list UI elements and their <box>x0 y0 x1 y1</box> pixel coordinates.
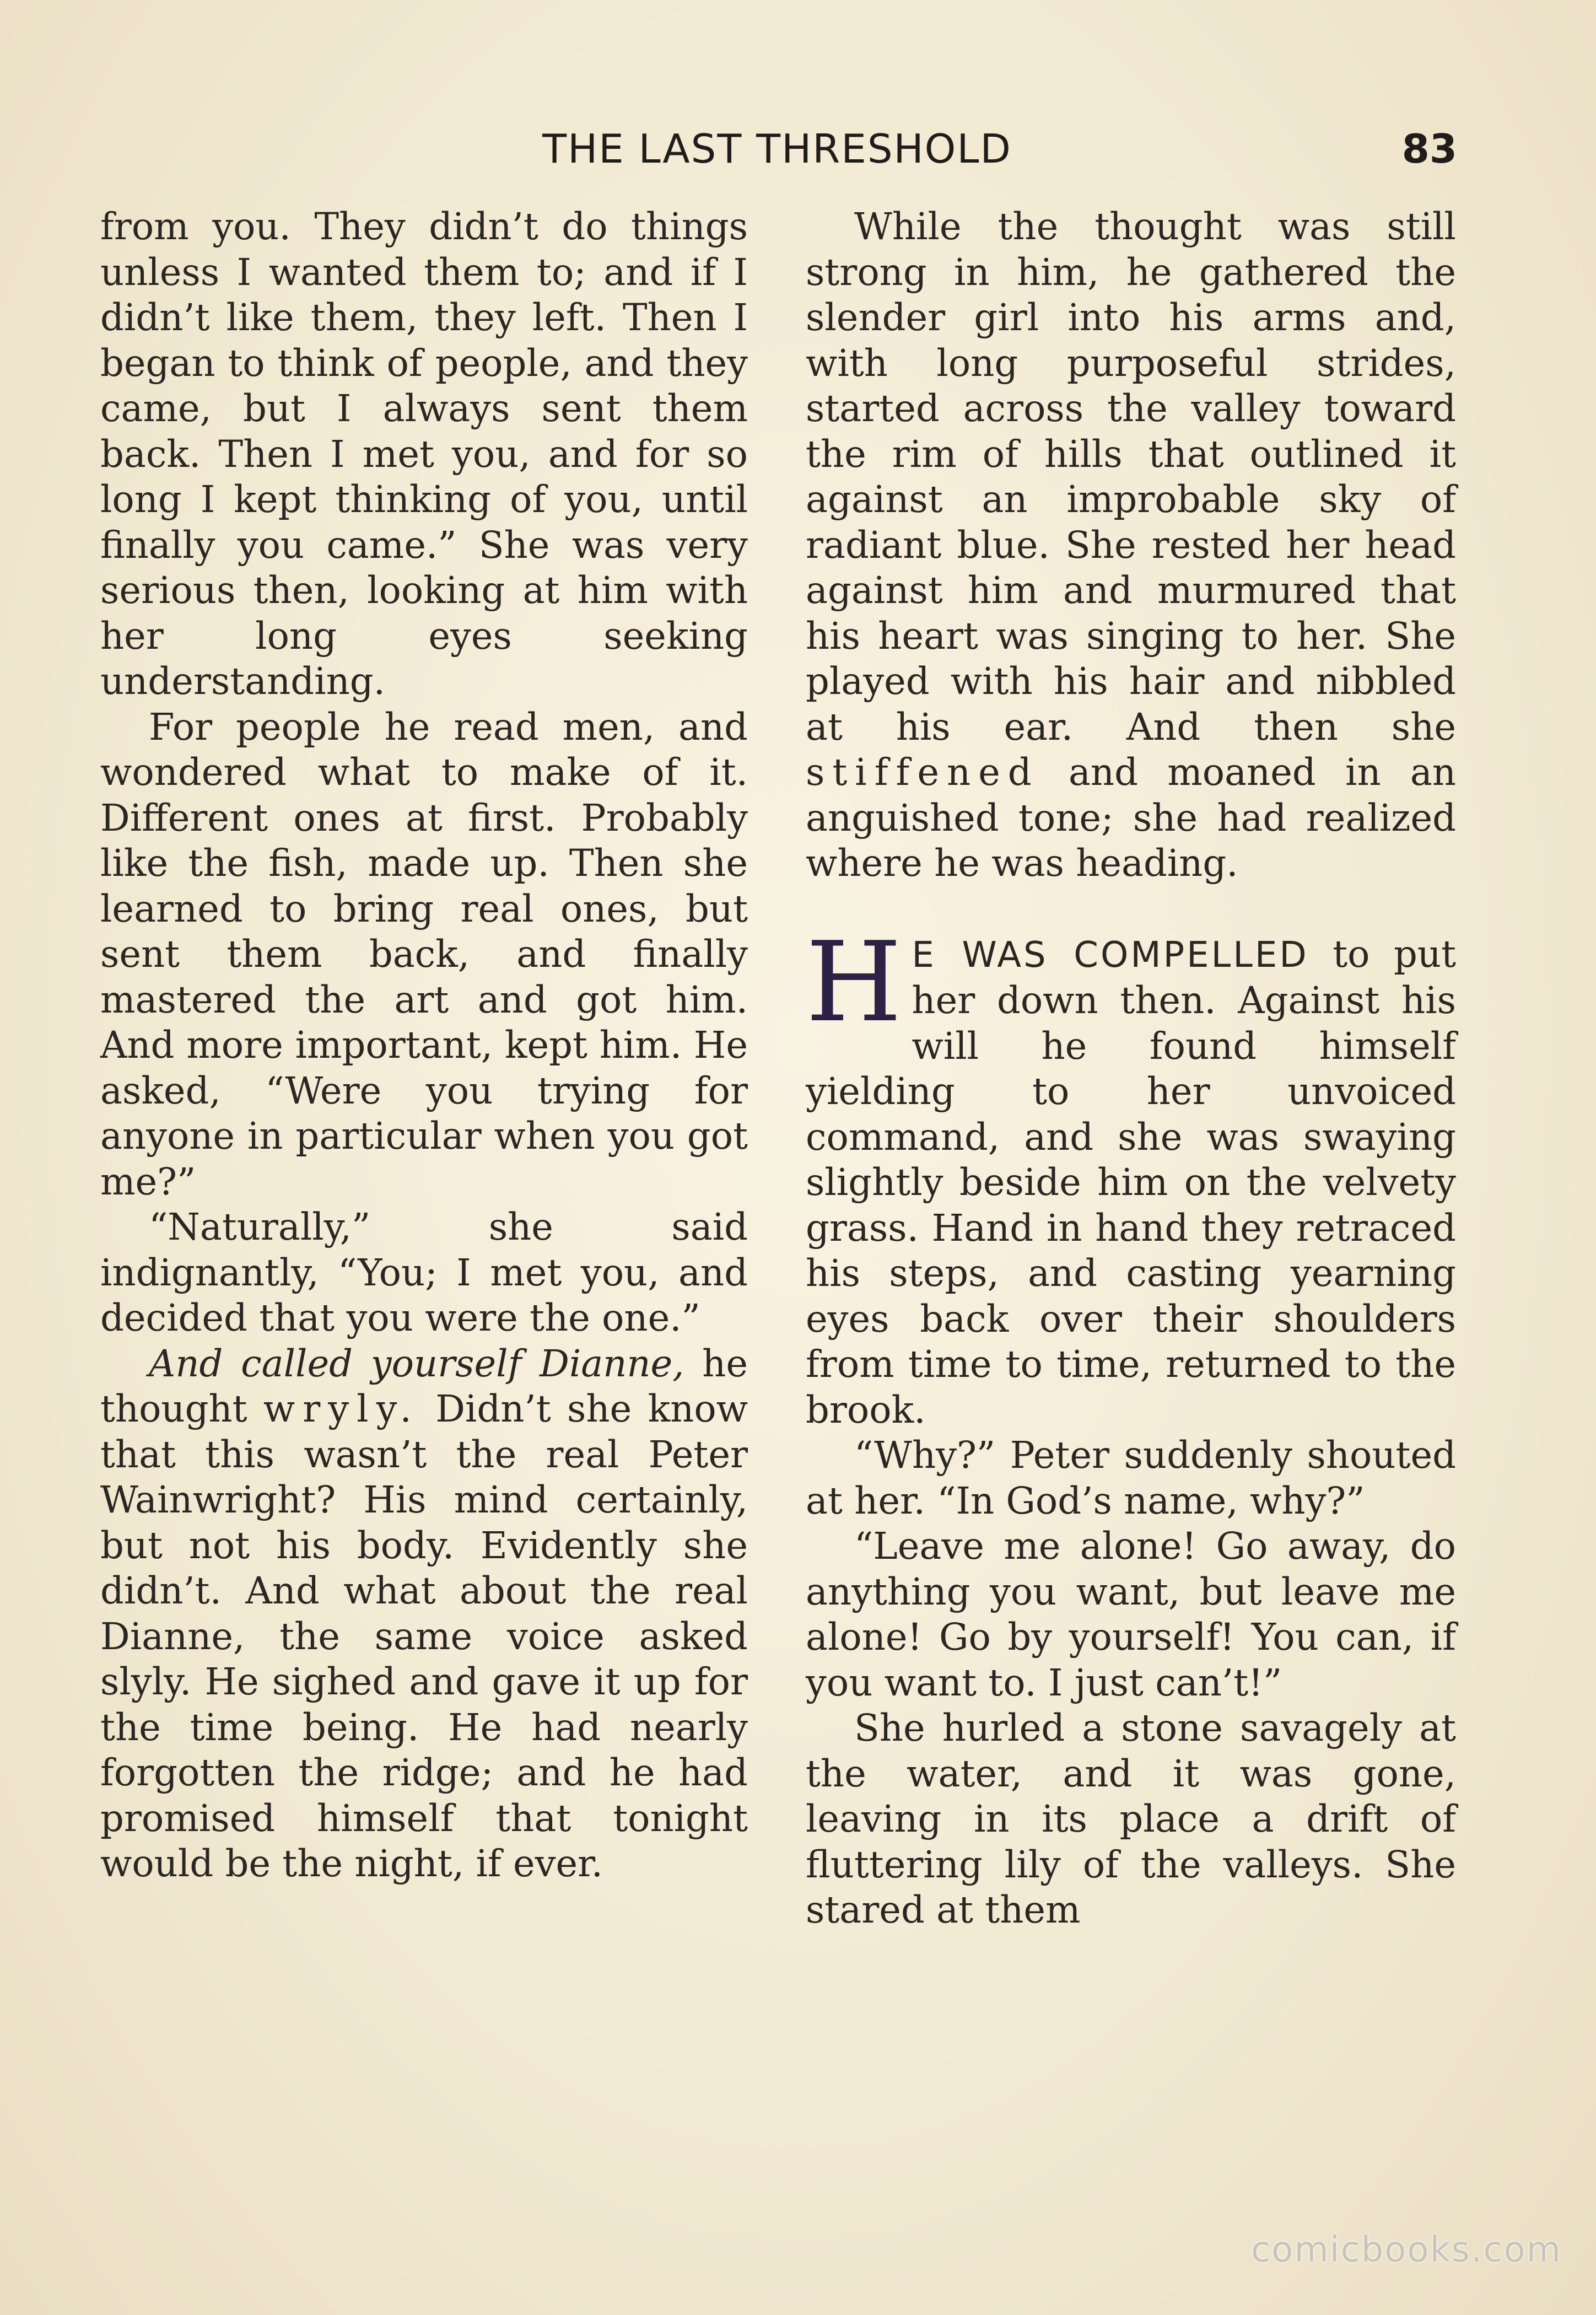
italic-thought: And called yourself Dianne, <box>149 1342 684 1385</box>
left-paragraph-4 <box>100 1341 748 1887</box>
text-run: to put her down then. Against his will he found himself yielding to her unvoiced command, and she was swaying slightly beside him on the velvety grass. Hand in hand they retraced his steps, and casting yearning eyes back over their shoulders from time to time, returned to the brook. <box>806 932 1456 1431</box>
spaced-word: stiffened <box>806 751 1039 794</box>
right-paragraph-5: She hurled a stone savagely at the water, and it was gone, leaving in its place a drift of fluttering lily of the valleys. She stared at them <box>806 1706 1456 1931</box>
right-paragraph-1 <box>806 204 1456 886</box>
text-run: and moaned in an anguished tone; she had realized where he was heading. <box>806 751 1456 885</box>
watermark: comicbooks.com <box>1250 2230 1562 2270</box>
spaced-word: wryly. <box>263 1387 419 1430</box>
text-run: Didn’t she know that this wasn’t the real Peter Wainwright? His mind certainly, but not his body. Evidently she didn’t. And what about the real Dianne, the same voice asked slyly. He sighed and gave it up for the time being. He had nearly forgotten the ridge; and he had promised himself that tonight would be the night, if ever. <box>100 1387 748 1885</box>
text-run: he thought <box>100 1342 748 1430</box>
left-column <box>100 204 748 1887</box>
left-paragraph-2: For people he read men, and wondered what to make of it. Different ones at first. Probably like the fish, made up. Then she learned to bring real ones, but sent them back, and finally mastered the art and got him. And more important, kept him. He asked, “Were you trying for anyone in particular when you got me?” <box>100 705 748 1203</box>
left-paragraph-3: “Naturally,” she said indignantly, “You; I met you, and decided that you were the one.” <box>100 1205 748 1339</box>
running-head <box>0 126 1596 186</box>
lead-in-caps: E WAS COMPELLED <box>912 934 1309 976</box>
page-number: 83 <box>1401 126 1457 172</box>
running-title: THE LAST THRESHOLD <box>542 126 1012 172</box>
text-run: While the thought was still strong in him, he gathered the slender girl into his arms and, with long purposeful strides, started across the valley toward the rim of hills that outlined it against an improbable sky of radiant blue. She rested her head against him and murmured that his heart was singing to her. She played with his hair and nibbled at his ear. And then she <box>806 205 1456 749</box>
left-paragraph-1: from you. They didn’t do things unless I wanted them to; and if I didn’t like them, they left. Then I began to think of people, and they came, but I always sent them back. Then I met you, and for so long I kept thinking of you, until finally you came.” She was very serious then, looking at him with her long eyes seeking understanding. <box>100 205 748 703</box>
drop-cap: H <box>806 918 902 1047</box>
right-paragraph-3: “Why?” Peter suddenly shouted at her. “In God’s name, why?” <box>806 1434 1456 1522</box>
right-paragraph-2 <box>806 918 1456 1433</box>
right-column <box>806 204 1456 1933</box>
right-paragraph-4: “Leave me alone! Go away, do anything you want, but leave me alone! Go by yourself! You can, if you want to. I just can’t!” <box>806 1525 1456 1704</box>
